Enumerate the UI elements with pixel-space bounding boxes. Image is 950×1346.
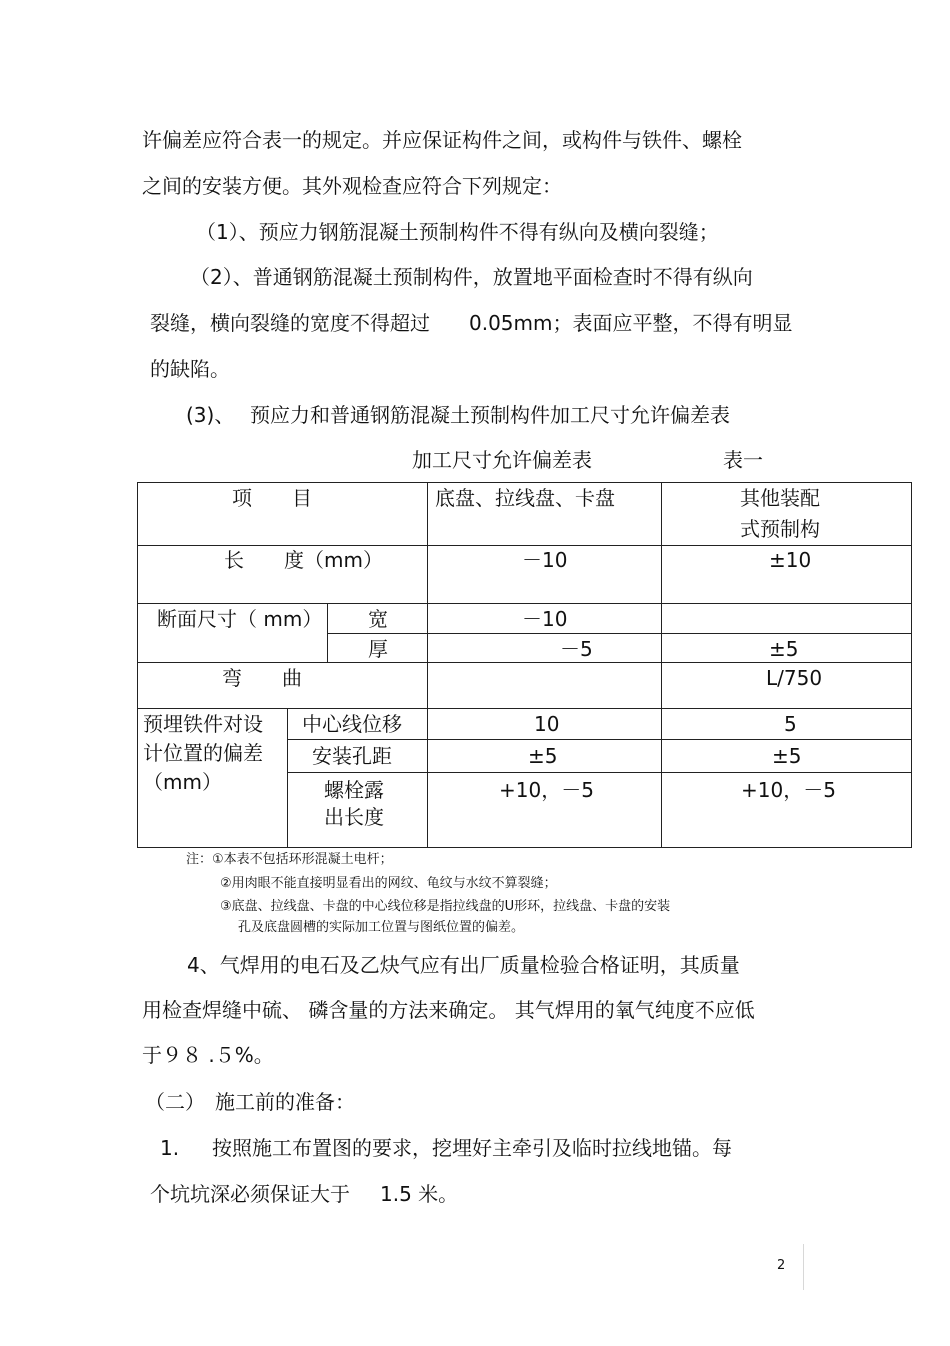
paragraph-line: 0.05mm；表面应平整，不得有明显: [469, 311, 793, 335]
list-item-2: （2）、普通钢筋混凝土预制构件，放置地平面检查时不得有纵向: [190, 265, 753, 289]
footer-divider: [803, 1244, 804, 1290]
row-label-bend: 弯 曲: [222, 666, 302, 690]
table-header-col2: 式预制构: [740, 517, 820, 541]
list-item-3-number: (3)、: [186, 403, 235, 427]
section-heading: （二） 施工前的准备：: [145, 1090, 355, 1114]
cell-thickness-col2: ±5: [769, 637, 799, 661]
table-caption: 加工尺寸允许偏差表: [412, 448, 592, 472]
paragraph-line: 4、气焊用的电石及乙炔气应有出厂质量检验合格证明，其质量: [187, 953, 740, 977]
paragraph-line: 用检查焊缝中硫、 磷含量的方法来确定。 其气焊用的氧气纯度不应低: [142, 998, 755, 1022]
page-number: 2: [777, 1258, 786, 1273]
cell-bolt-col1: +10，－5: [499, 778, 594, 802]
list-item-3: 预应力和普通钢筋混凝土预制构件加工尺寸允许偏差表: [250, 403, 730, 427]
cell-bolt-col2: +10，－5: [741, 778, 836, 802]
row-label-bolt: 螺栓露: [324, 778, 384, 802]
row-label-width: 宽: [368, 607, 388, 631]
list-item-1: （1）、预应力钢筋混凝土预制构件不得有纵向及横向裂缝；: [196, 220, 719, 244]
row-label-section: 断面尺寸（ mm）: [157, 607, 323, 631]
row-label-thickness: 厚: [368, 637, 388, 661]
paragraph-line: 个坑坑深必须保证大于: [150, 1182, 350, 1206]
table-number: 表一: [723, 448, 763, 472]
list-item: 按照施工布置图的要求，挖埋好主牵引及临时拉线地锚。每: [212, 1136, 732, 1160]
table-note: 孔及底盘圆槽的实际加工位置与图纸位置的偏差。: [238, 920, 525, 935]
list-item-number: 1.: [160, 1136, 180, 1160]
cell-thickness-col1: －5: [560, 637, 593, 661]
row-label-length: 长 度（mm）: [224, 548, 383, 572]
paragraph-line: 于９８ .５%。: [142, 1043, 274, 1067]
row-label-embedded: 计位置的偏差: [143, 741, 263, 765]
table-note: 注：①本表不包括环形混凝土电杆；: [186, 852, 393, 867]
paragraph-line: 许偏差应符合表一的规定。并应保证构件之间，或构件与铁件、螺栓: [142, 128, 742, 152]
cell-bend-col2: L/750: [766, 666, 823, 690]
paragraph-line: 之间的安装方便。其外观检查应符合下列规定：: [142, 174, 562, 198]
table-header-col1: 底盘、拉线盘、卡盘: [435, 486, 615, 510]
paragraph-line: 的缺陷。: [150, 357, 230, 381]
cell-hole-col2: ±5: [772, 744, 802, 768]
cell-center-col1: 10: [534, 712, 560, 736]
row-label-embedded: （mm）: [143, 770, 222, 794]
paragraph-line: 裂缝，横向裂缝的宽度不得超过: [150, 311, 430, 335]
row-label-embedded: 预埋铁件对设: [143, 712, 263, 736]
cell-width-col1: －10: [522, 607, 568, 631]
cell-center-col2: 5: [784, 712, 797, 736]
table-note: ③底盘、拉线盘、卡盘的中心线位移是指拉线盘的U形环，拉线盘、卡盘的安装: [220, 899, 671, 914]
table-header-item: 项 目: [232, 486, 312, 510]
table-note: ②用肉眼不能直接明显看出的网纹、龟纹与水纹不算裂缝；: [220, 876, 557, 891]
cell-hole-col1: ±5: [528, 744, 558, 768]
cell-length-col1: －10: [522, 548, 568, 572]
paragraph-line: 1.5 米。: [380, 1182, 459, 1206]
row-label-bolt: 出长度: [324, 805, 384, 829]
row-label-center-offset: 中心线位移: [302, 712, 402, 736]
cell-length-col2: ±10: [769, 548, 812, 572]
row-label-hole-distance: 安装孔距: [312, 744, 392, 768]
table-header-col2: 其他装配: [740, 486, 820, 510]
